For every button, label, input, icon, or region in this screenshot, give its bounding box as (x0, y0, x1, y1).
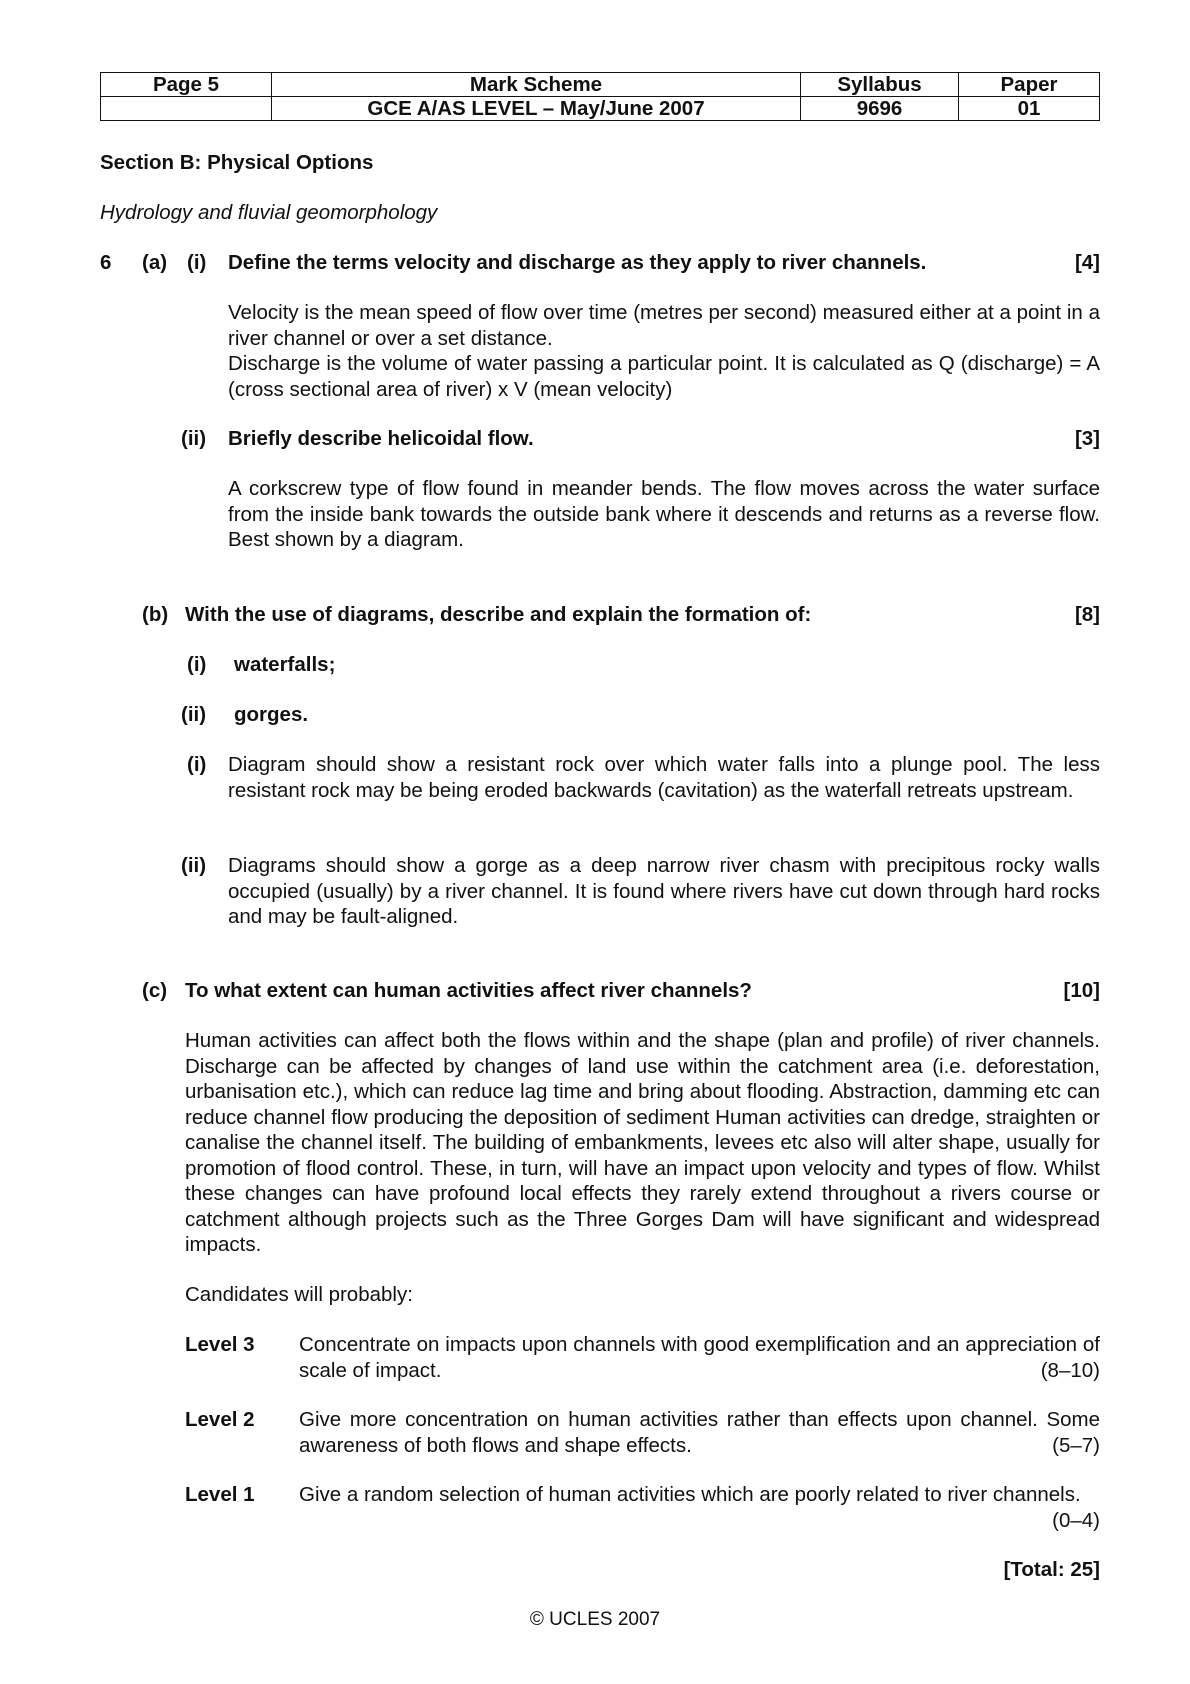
candidates-intro: Candidates will probably: (185, 1283, 413, 1306)
part-c-label: (c) (142, 979, 168, 1002)
part-c-question: To what extent can human activities affect river channels? (185, 979, 752, 1002)
level-1-description: Give a random selection of human activities which are poorly related to river channels. (299, 1483, 1081, 1506)
part-c-answer: Human activities can affect both the flows within and the shape (plan and profile) of river channels. Discharge can be affected by changes of land use within the catchment area (i.e. deforestation, urbanisation etc.), which can reduce lag time and bring about flooding. Abstraction, damming etc can reduce channel flow producing the deposition of sediment Human activities can dredge, straighten or canalise the channel itself. The building of embankments, levees etc also will alter shape, usually for promotion of flood control. These, in turn, will have an impact upon velocity and types of flow. Whilst these changes can have profound local effects they rarely extend throughout a rivers course or catchment although projects such as the Three Gorges Dam will have significant and widespread impacts. (185, 1029, 1100, 1256)
header-syllabus-code: 9696 (801, 97, 959, 121)
part-b-marks: [8] (1074, 603, 1100, 626)
part-b-answer-i: Diagram should show a resistant rock over which water falls into a plunge pool. The less resistant rock may be being eroded backwards (cavitation) as the waterfall retreats upstream. (228, 753, 1100, 802)
header-doc-type: Mark Scheme (272, 73, 801, 97)
part-a-i-question: Define the terms velocity and discharge as they apply to river channels. (228, 251, 927, 274)
part-b-answer-ii: Diagrams should show a gorge as a deep narrow river chasm with precipitous rocky walls occupied (usually) by a river channel. It is found where rivers have cut down through hard rocks and may be fault-aligned. (228, 854, 1100, 928)
footer-copyright: © UCLES 2007 (529, 1609, 661, 1630)
part-b-answer-i-label: (i) (187, 753, 207, 776)
section-title: Section B: Physical Options (100, 151, 374, 174)
part-b-sub-ii-label: (ii) (181, 703, 207, 726)
part-b-sub-ii: gorges. (234, 703, 309, 726)
part-a-ii-marks: [3] (1074, 427, 1100, 450)
part-b-label: (b) (142, 603, 169, 626)
part-a-ii-answer: A corkscrew type of flow found in meander bends. The flow moves across the water surface from the inside bank towards the outside bank where it descends and returns as a reverse flow. Best shown by a diagram. (228, 477, 1100, 551)
part-a-i-marks: [4] (1074, 251, 1100, 274)
level-3-description: Concentrate on impacts upon channels with good exemplification and an appreciation of scale of impact. (299, 1333, 1100, 1382)
part-c-marks: [10] (1063, 979, 1100, 1002)
part-b-answer-ii-label: (ii) (181, 854, 207, 877)
part-b-question: With the use of diagrams, describe and explain the formation of: (185, 603, 812, 626)
level-2-range: (5–7) (1052, 1433, 1100, 1457)
part-a-i-label: (i) (187, 251, 207, 274)
question-number: 6 (100, 251, 112, 274)
level-2-description: Give more concentration on human activities rather than effects upon channel. Some awareness of both flows and shape effects. (299, 1408, 1100, 1457)
part-a-ii-label: (ii) (181, 427, 207, 450)
level-3-range: (8–10) (1040, 1358, 1100, 1382)
part-b-sub-i: waterfalls; (234, 653, 336, 676)
level-3-label: Level 3 (185, 1333, 255, 1356)
level-2-label: Level 2 (185, 1408, 255, 1431)
header-table (100, 72, 1100, 121)
subsection-title: Hydrology and fluvial geomorphology (100, 201, 438, 224)
part-a-i-answer-discharge: Discharge is the volume of water passing a particular point. It is calculated as Q (discharge) = A (cross sectional area of river) x V (mean velocity) (228, 352, 1100, 401)
level-1-range: (0–4) (1052, 1508, 1100, 1532)
part-a-ii-question: Briefly describe helicoidal flow. (228, 427, 534, 450)
header-paper-number: 01 (959, 97, 1100, 121)
header-syllabus-label: Syllabus (801, 73, 959, 97)
level-3-text (299, 1332, 1100, 1383)
level-1-text (299, 1482, 1100, 1533)
header-exam-title: GCE A/AS LEVEL – May/June 2007 (272, 97, 801, 121)
part-a-i-answer-velocity: Velocity is the mean speed of flow over time (metres per second) measured either at a point in a river channel or over a set distance. (228, 301, 1100, 350)
level-1-label: Level 1 (185, 1483, 255, 1506)
header-row-1 (101, 73, 1100, 97)
level-2-text (299, 1407, 1100, 1458)
header-paper-label: Paper (959, 73, 1100, 97)
header-row-2 (101, 97, 1100, 121)
header-empty-cell (101, 97, 272, 121)
part-b-sub-i-label: (i) (187, 653, 207, 676)
part-a-label: (a) (142, 251, 168, 274)
total-marks: [Total: 25] (1003, 1558, 1100, 1581)
header-page: Page 5 (101, 73, 272, 97)
